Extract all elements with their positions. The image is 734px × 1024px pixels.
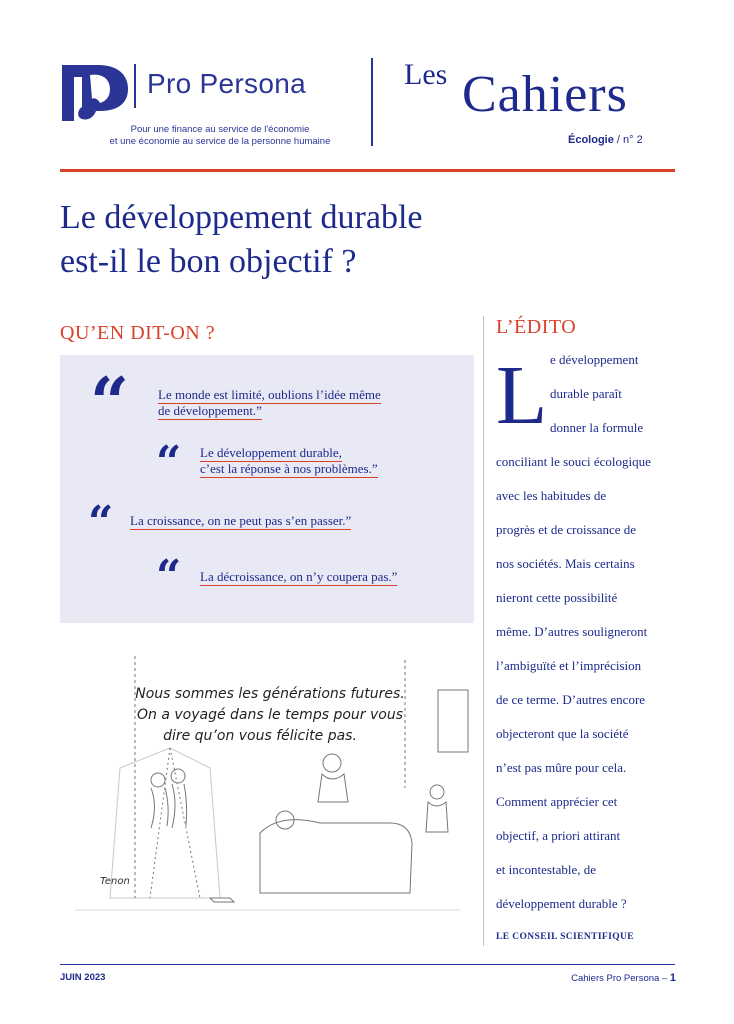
issue-label (568, 134, 643, 146)
edito-line: durable paraît (550, 386, 622, 401)
edito-signature: LE CONSEIL SCIENTIFIQUE (496, 932, 635, 942)
series-title: Cahiers (462, 66, 628, 123)
title-line-1: Le développement durable (60, 199, 423, 236)
footer-rule (60, 964, 675, 965)
edito-line: n’est pas mûre pour cela. (496, 760, 627, 775)
series-small-title: Les (404, 58, 448, 91)
quote-4-line-1: La décroissance, on n’y coupera pas.” (200, 569, 398, 584)
quotes-heading: QU’EN DIT-ON ? (60, 322, 216, 344)
edito-line: progrès et de croissance de (496, 522, 637, 537)
edito-line: Comment apprécier cet (496, 794, 618, 809)
brand-tagline (80, 124, 360, 148)
edito-dropcap: L (496, 349, 548, 442)
quote-2-line-2: c’est la réponse à nos problèmes.” (200, 461, 378, 476)
edito-line: e développement (550, 352, 639, 367)
tagline-line-1: Pour une finance au service de l'économie (130, 124, 310, 135)
column-divider (483, 316, 484, 946)
quote-3-text (130, 513, 351, 529)
edito-line: développement durable ? (496, 896, 627, 911)
brand-separator (134, 64, 136, 108)
quote-4 (156, 551, 398, 602)
tagline-line-2: et une économie au service de la personne humaine (109, 136, 331, 147)
quote-1 (90, 363, 381, 443)
edito-line: nos sociétés. Mais certains (496, 556, 635, 571)
quote-1-line-1: Le monde est limité, oublions l’idée même (158, 387, 381, 402)
edito-line: et incontestable, de (496, 862, 596, 877)
footer-date: JUIN 2023 (60, 972, 106, 983)
edito-line: de ce terme. D’autres encore (496, 692, 646, 707)
title-line-2: est-il le bon objectif ? (60, 243, 357, 280)
brand-name: Pro Persona (147, 68, 306, 99)
edito-heading: L’ÉDITO (496, 316, 577, 338)
quote-mark-icon: “ (88, 497, 114, 548)
quote-2 (156, 437, 378, 488)
quote-mark-icon: “ (156, 437, 182, 488)
edito-line: même. D’autres souligneront (496, 624, 648, 639)
quote-mark-icon: “ (156, 551, 182, 602)
issue-number: / n° 2 (613, 134, 643, 146)
edito-body (496, 346, 682, 926)
edito-line: objecteront que la société (496, 726, 629, 741)
quote-mark-icon: “ (90, 363, 130, 443)
issue-topic: Écologie (568, 134, 614, 146)
footer-publication: Cahiers Pro Persona – (571, 973, 670, 984)
edito-line: objectif, a priori attirant (496, 828, 621, 843)
header-rule (60, 169, 675, 172)
edito-line: l’ambiguïté et l’imprécision (496, 658, 642, 673)
quote-2-line-1: Le développement durable, (200, 445, 342, 460)
cartoon-caption-line-1: Nous sommes les générations futures. (135, 686, 405, 702)
page-title (60, 196, 423, 284)
quotes-box (60, 355, 474, 623)
quote-4-text (200, 569, 397, 585)
cartoon-caption-line-2: On a voyagé dans le temps pour vous (137, 707, 403, 723)
quote-1-text (158, 387, 381, 419)
header-divider (371, 58, 373, 146)
edito-line: donner la formule (550, 420, 644, 435)
edito-line: avec les habitudes de (496, 488, 607, 503)
quote-3 (88, 497, 352, 548)
cartoon-signature: Tenon (100, 876, 130, 887)
cartoon-illustration (60, 648, 474, 930)
pro-persona-logo (60, 63, 130, 125)
quote-3-line-1: La croissance, on ne peut pas s’en passer.” (130, 513, 352, 528)
quote-1-line-2: de développement.” (158, 403, 262, 418)
edito-line: nieront cette possibilité (496, 590, 618, 605)
footer-page-info (560, 972, 676, 984)
page-number: 1 (669, 972, 676, 984)
quote-2-text (200, 445, 378, 477)
cartoon-caption-line-3: dire qu’on vous félicite pas. (163, 728, 357, 744)
edito-line: conciliant le souci écologique (496, 454, 651, 469)
